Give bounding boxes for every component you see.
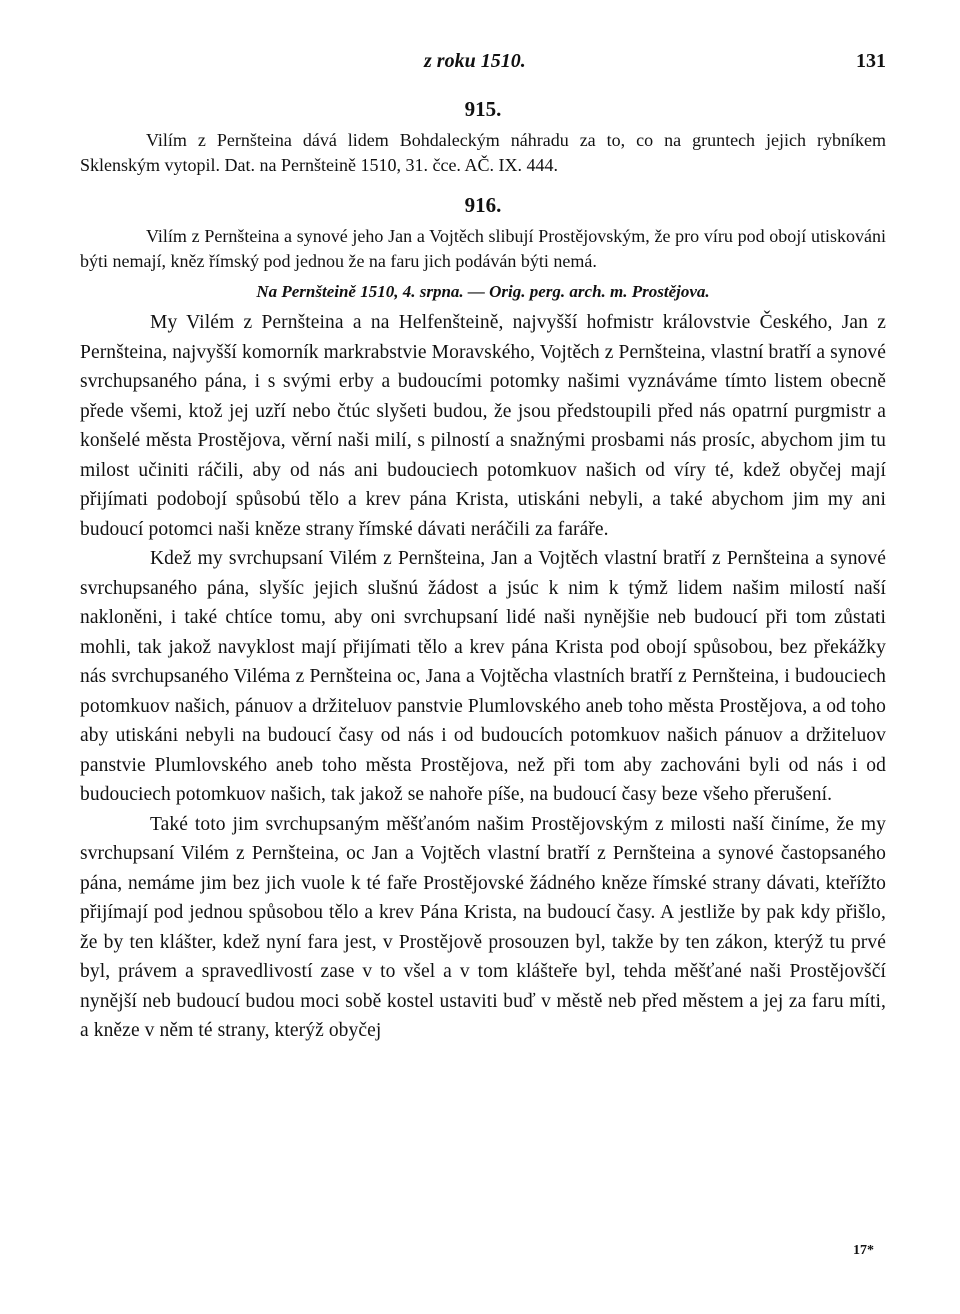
document-regest: Vilím z Pernšteina a synové jeho Jan a Vojtěch slibují Prostějovským, že pro víru pod obojí utiskováni býti nemají, kněz římský pod jednou že na faru jich podáván býti nemá.: [80, 226, 886, 271]
document-number: 916.: [464, 193, 502, 217]
document-source-line: Na Pernšteině 1510, 4. srpna. — Orig. perg. arch. m. Prostějova.: [256, 282, 710, 301]
document-number: 915.: [464, 97, 502, 121]
page-number: 131: [856, 50, 886, 72]
document-916: [80, 192, 886, 1046]
page-header: [80, 48, 886, 82]
signature-mark: 17*: [853, 1243, 874, 1258]
body-paragraph: Také toto jim svrchupsaným měšťanóm našim Prostějovským z milosti naší činíme, že my svrchupsaní Vilém z Pernšteina, oc Jan a Vojtěch vlastní bratří z Pernšteina a synové častopsaného pána, nemáme jim bez jich vuole k té faře Prostějovské žádného kněze římské strany dávati, kteřížto přijímají pod jednou spůsobou tělo a krev Pána Krista, na budoucí časy. A jestliže by pak kdy přišlo, že by ten klášter, kdež nyní fara jest, v Prostějově prosouzen byl, takže by ten zákon, kterýž tu prvé byl, právem a spravedlivostí zase v to všel a v tom klášteře byl, tehda měšťané naši Prostějovščí nynější neb budoucí budou moci sobě kostel ustaviti buď v městě neb před městem a jej za faru míti, a kněze v něm té strany, kterýž obyčej: [80, 813, 886, 1041]
body-paragraph: My Vilém z Pernšteina a na Helfenšteině, najvyšší hofmistr královstvie Českého, Jan z Pernšteina, najvyšší komorník markrabstvie Moravského, Vojtěch z Pernšteina, vlastní bratří a synové svrchupsaného pána, i s svými erby a budoucími potomky našimi vyznáváme tímto listem obecně přede všemi, ktož jej uzří nebo čtúc slyšeti budou, že jsou předstoupili před nás opatrní purgmistr a konšelé města Prostějova, věrní naši milí, s pilností a snažnými prosbami nás prosíc, abychom jim tu milost učiniti ráčili, aby od nás ani budouciech potomkuov našich od víry té, kdež obyčej mají přijímati podobojí spůsobú tělo a krev pána Krista, utiskáni nebyli, a také abychom jim my ani budoucí potomci naši kněze strany římské dávati neráčili za faráře.: [80, 312, 886, 540]
running-title: z roku 1510.: [424, 50, 526, 72]
document-915: [80, 96, 886, 178]
book-page: [80, 48, 886, 1046]
document-regest: Vilím z Pernšteina dává lidem Bohdaleckým náhradu za to, co na gruntech jejich rybníkem Sklenským vytopil. Dat. na Pernšteině 1510, 31. čce. AČ. IX. 444.: [80, 130, 886, 175]
body-paragraph: Kdež my svrchupsaní Vilém z Pernšteina, Jan a Vojtěch vlastní bratří z Pernšteina a synové svrchupsaného pána, slyšíc jejich slušnú žádost a jsúc k nim k týmž lidem našim milostí naší nakloněni, i také chtíce tomu, aby oni svrchupsaní lidé naši nynějšie neb budoucí při tom zůstati mohli, tak jakož navyklost mají přijímati tělo a krev pána Krista pod obojí spůsobou, bez překážky nás svrchupsaného Viléma z Pernšteina oc, Jana a Vojtěcha vlastních bratří z Pernšteina, i budouciech potomkuov našich, pánuov a držiteluov panstvie Plumlovského aneb toho města Prostějova, a od toho aby utiskáni nebyli na budoucí časy od nás i od budoucích potomkuov našich pánuov a držiteluov panstvie Plumlovského aneb toho města Prostějova, než při tom aby zachováni byli od nás i od budouciech potomkuov našich, tak jakož se nahoře píše, na budoucí časy beze všeho přerušení.: [80, 548, 886, 805]
